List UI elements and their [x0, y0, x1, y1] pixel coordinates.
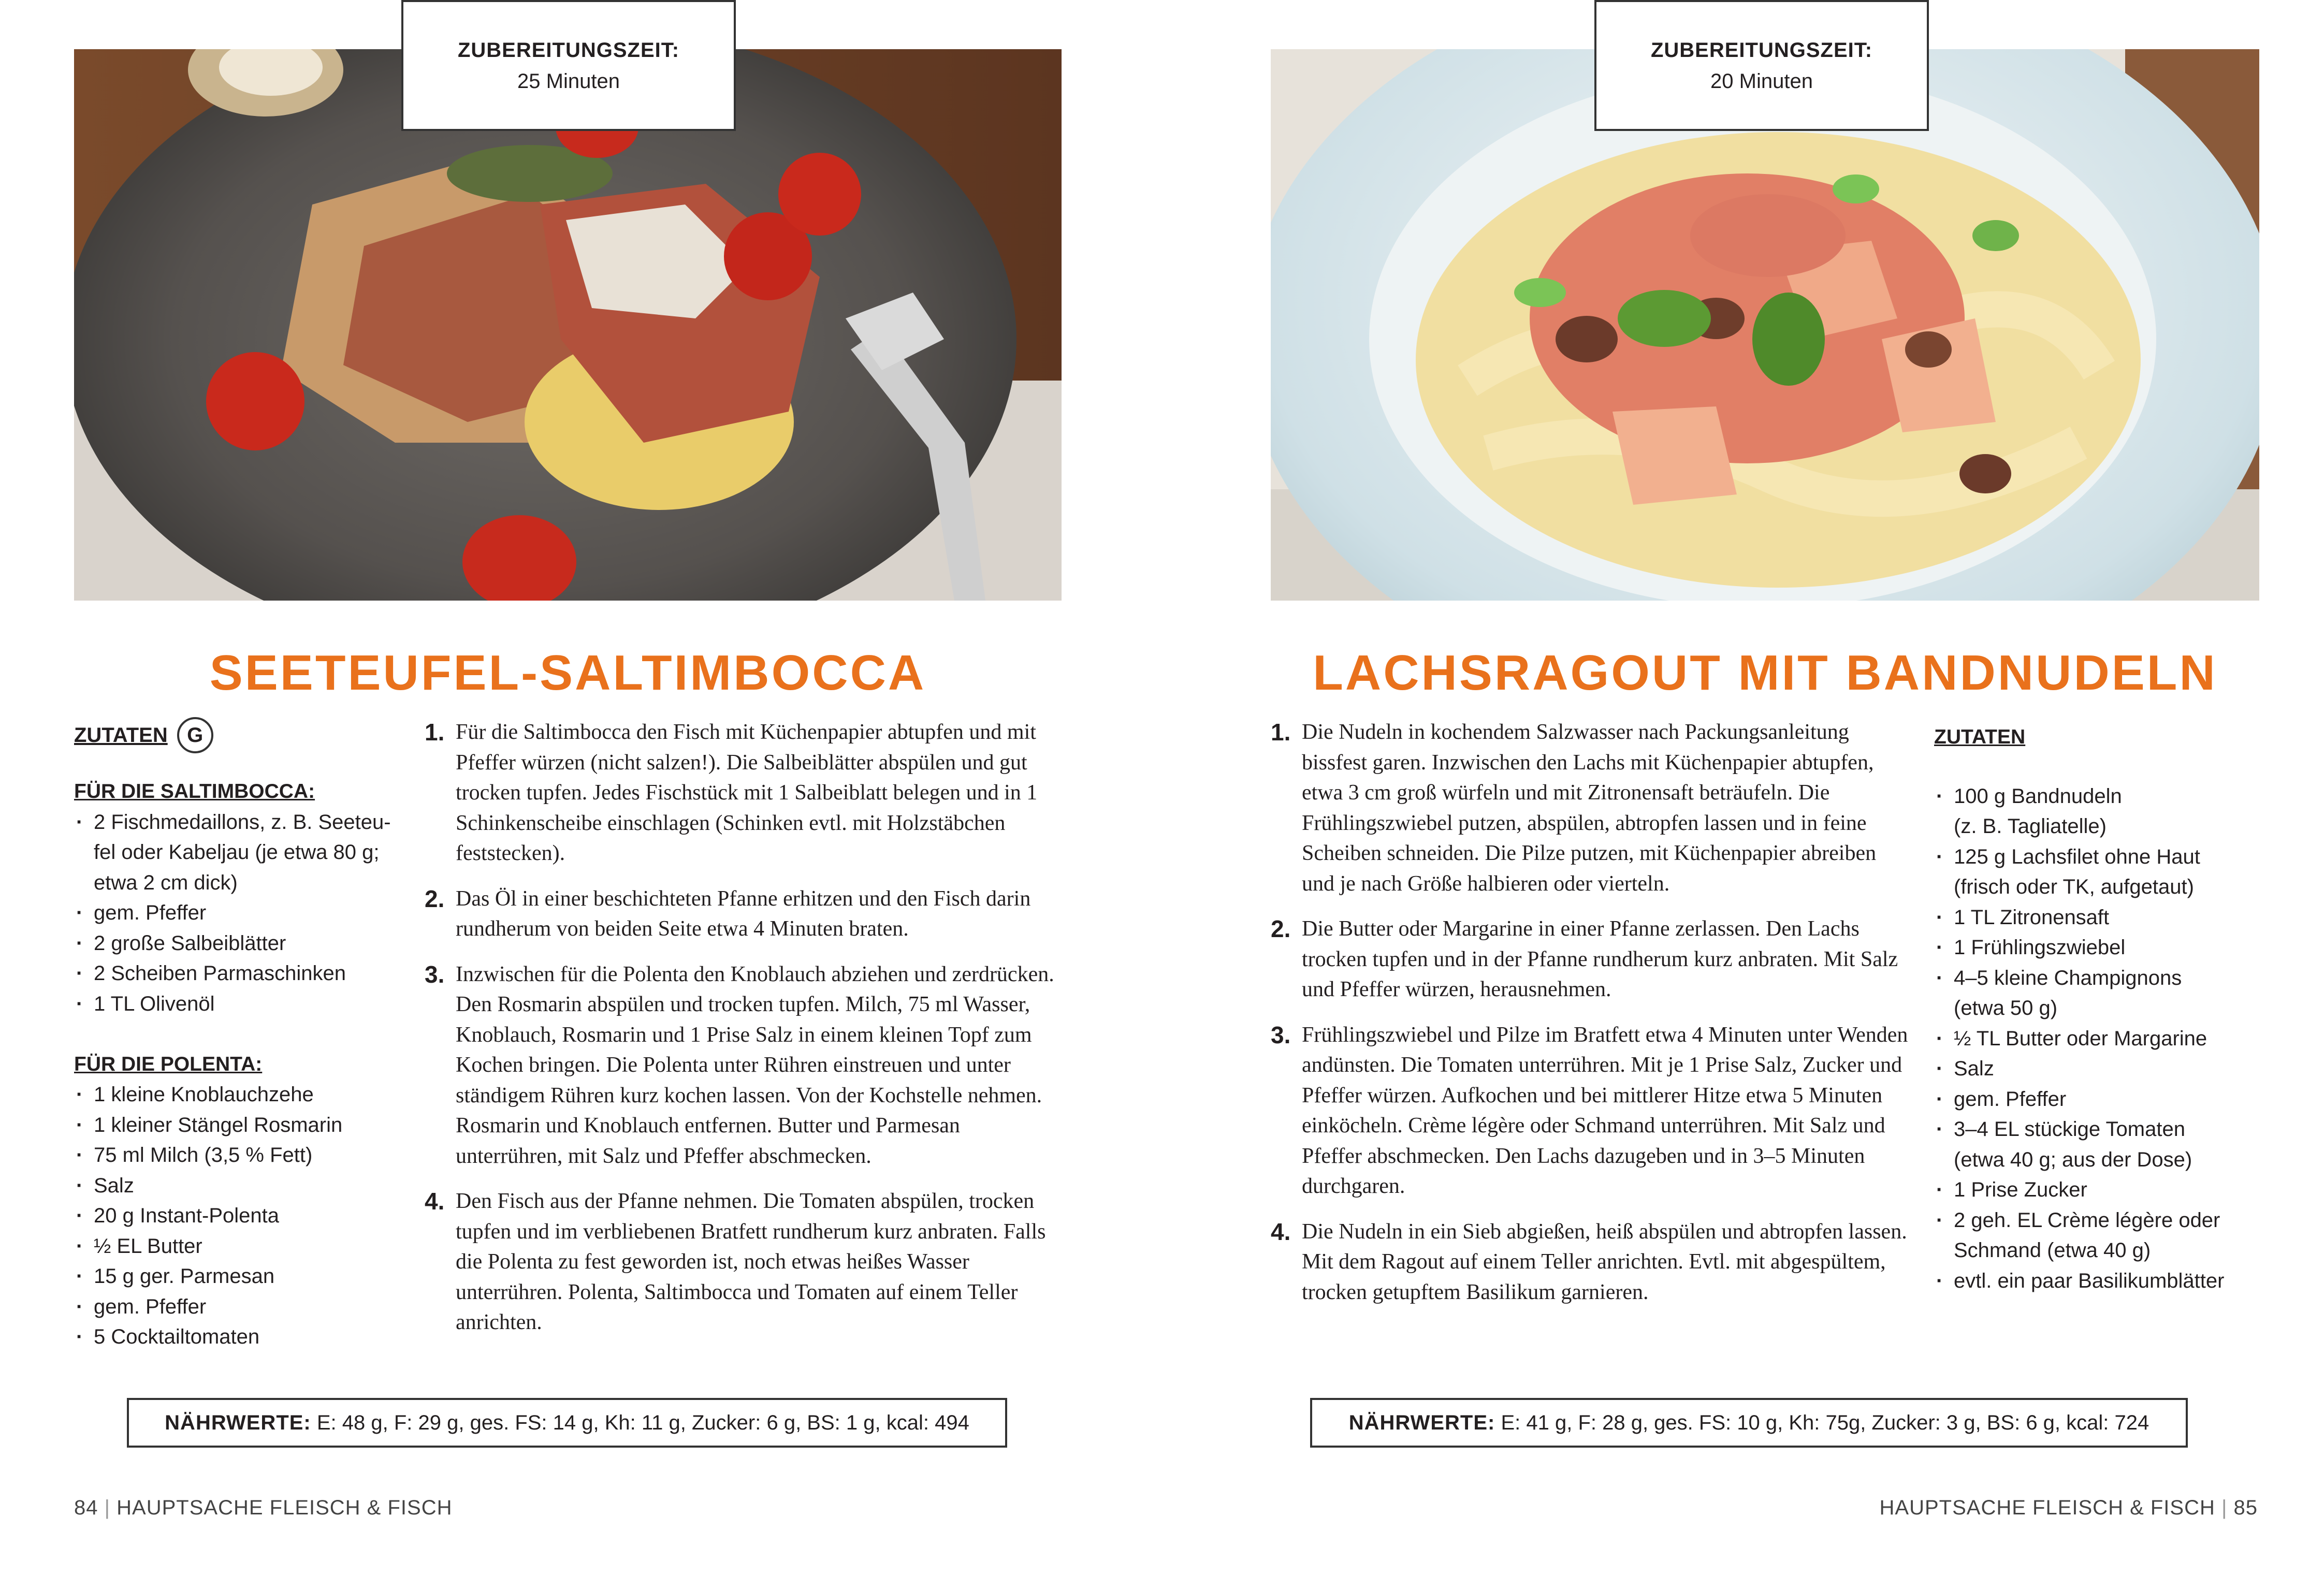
list-item: · 1 Prise Zucker — [1934, 1175, 2265, 1205]
step-number: 4. — [1271, 1218, 1291, 1245]
step-item — [1271, 1217, 1913, 1308]
list-item: · 5 Cocktailtomaten — [74, 1322, 426, 1352]
list-item: · 75 ml Milch (3,5 % Fett) — [74, 1140, 426, 1171]
list-item: · 2 Fischmedaillons, z. B. Seeteu- — [74, 807, 426, 838]
list-item: · 2 geh. EL Crème légère oder — [1934, 1205, 2265, 1236]
left-prep-time-box — [401, 0, 736, 131]
list-item: · 1 Frühlingszwiebel — [1934, 932, 2265, 963]
ingredients-heading: ZUTATEN — [1934, 726, 2026, 748]
list-item: · gem. Pfeffer — [74, 898, 426, 928]
section-name: HAUPTSACHE FLEISCH & FISCH — [1879, 1496, 2215, 1519]
right-recipe-photo — [1271, 49, 2259, 601]
left-recipe-photo — [74, 49, 1062, 601]
list-item: · 125 g Lachsfilet ohne Haut — [1934, 842, 2265, 872]
left-ingredients — [74, 717, 426, 1352]
list-item: · 20 g Instant-Polenta — [74, 1201, 426, 1231]
step-number: 2. — [425, 885, 445, 912]
step-text: Frühlingszwiebel und Pilze im Bratfett etwa 4 Minuten unter Wenden andünsten. Die Tomaten unterrühren. Mit je 1 Prise Salz, Zucker und Pfeffer würzen. Aufkochen und bei mittlerer Hitze etwa 5 Minuten einköcheln. Crème légère oder Schmand unterrühren. Mit Salz und Pfeffer abschmecken. Den Lachs dazugeben und in 3–5 Minuten durchgaren. — [1302, 1023, 1908, 1198]
footer-divider: | — [104, 1496, 111, 1519]
step-number: 2. — [1271, 915, 1291, 942]
step-item — [1271, 717, 1913, 899]
left-footer — [74, 1496, 452, 1520]
ingredients-heading: ZUTATEN — [74, 723, 168, 747]
right-recipe-title: LACHSRAGOUT MIT BANDNUDELN — [1313, 645, 2217, 701]
list-item: · gem. Pfeffer — [1934, 1084, 2265, 1115]
left-recipe-title: SEETEUFEL-SALTIMBOCCA — [209, 645, 926, 701]
list-item: · gem. Pfeffer — [74, 1292, 426, 1322]
list-item: · 2 große Salbeiblätter — [74, 928, 426, 959]
list-item: · 3–4 EL stückige Tomaten — [1934, 1114, 2265, 1145]
section-name: HAUPTSACHE FLEISCH & FISCH — [117, 1496, 453, 1519]
list-item: · 1 kleiner Stängel Rosmarin — [74, 1110, 426, 1141]
list-item: · 4–5 kleine Champignons — [1934, 963, 2265, 994]
nutrition-values: E: 41 g, F: 28 g, ges. FS: 10 g, Kh: 75g, Zucker: 3 g, BS: 6 g, kcal: 724 — [1501, 1411, 2149, 1434]
list-item-continuation: (frisch oder TK, aufgetaut) — [1954, 876, 2194, 898]
footer-divider: | — [2221, 1496, 2228, 1519]
right-prep-time-box — [1594, 0, 1929, 131]
saltimbocca-ingredient-list — [74, 807, 426, 1019]
list-item: · ½ TL Butter oder Margarine — [1934, 1024, 2265, 1054]
saltimbocca-group-heading: FÜR DIE SALTIMBOCCA: — [74, 780, 315, 803]
step-item — [425, 1186, 1062, 1338]
list-item: · 2 Scheiben Parmaschinken — [74, 958, 426, 989]
step-number: 4. — [425, 1188, 445, 1215]
right-ingredients — [1934, 722, 2265, 1296]
salmon-pasta-bowl-image — [1271, 49, 2259, 601]
step-text: Das Öl in einer beschichteten Pfanne erhitzen und den Fisch darin rundherum von beiden Seite etwa 4 Minuten braten. — [456, 886, 1031, 941]
g-badge-icon: G — [177, 717, 213, 753]
right-footer — [1880, 1496, 2258, 1520]
polenta-ingredient-list — [74, 1080, 426, 1352]
saltimbocca-plate-image — [74, 49, 1062, 601]
step-number: 1. — [1271, 719, 1291, 746]
step-item — [425, 959, 1062, 1172]
right-ingredient-list — [1934, 781, 2265, 1296]
list-item: · 15 g ger. Parmesan — [74, 1261, 426, 1292]
list-item: · 100 g Bandnudeln — [1934, 781, 2265, 812]
right-nutrition-box — [1310, 1398, 2188, 1448]
prep-time-value: 25 Minuten — [517, 69, 620, 93]
nutrition-label: NÄHRWERTE: — [1348, 1411, 1495, 1434]
step-text: Die Butter oder Margarine in einer Pfanne zerlassen. Den Lachs trocken tupfen und in der Pfanne rundherum kurz anbraten. Mit Salz und Pfeffer würzen, herausnehmen. — [1302, 917, 1898, 1001]
nutrition-label: NÄHRWERTE: — [165, 1411, 311, 1434]
list-item: · 1 TL Olivenöl — [74, 989, 426, 1019]
list-item: · evtl. ein paar Basilikumblätter — [1934, 1266, 2265, 1296]
page-number: 84 — [74, 1496, 98, 1519]
step-text: Den Fisch aus der Pfanne nehmen. Die Tomaten abspülen, trocken tupfen und im verbliebenen Bratfett rundherum kurz anbraten. Falls die Polenta zu fest geworden ist, noch etwas heißes Wasser unterrühren. Polenta, Saltimbocca und Tomaten auf einem Teller anrichten. — [456, 1189, 1046, 1334]
prep-time-value: 20 Minuten — [1710, 69, 1813, 93]
step-number: 3. — [1271, 1021, 1291, 1048]
polenta-group-heading: FÜR DIE POLENTA: — [74, 1053, 263, 1075]
list-item-continuation: (z. B. Tagliatelle) — [1954, 815, 2107, 838]
step-number: 3. — [425, 960, 445, 988]
right-steps — [1271, 717, 1913, 1322]
list-item: · Salz — [1934, 1054, 2265, 1084]
step-text: Die Nudeln in ein Sieb abgießen, heiß abspülen und abtropfen lassen. Mit dem Ragout auf einem Teller anrichten. Evtl. mit abgespültem, trocken getupftem Basilikum garnieren. — [1302, 1219, 1907, 1304]
prep-time-label: ZUBEREITUNGSZEIT: — [457, 38, 680, 62]
list-item-continuation: Schmand (etwa 40 g) — [1954, 1239, 2151, 1262]
list-item: · 1 TL Zitronensaft — [1934, 902, 2265, 933]
list-item-continuation: fel oder Kabeljau (je etwa 80 g; — [94, 841, 380, 864]
page-number: 85 — [2233, 1496, 2258, 1519]
list-item-continuation: etwa 2 cm dick) — [94, 871, 238, 894]
step-text: Für die Saltimbocca den Fisch mit Küchenpapier abtupfen und mit Pfeffer würzen (nicht salzen!). Die Salbeiblätter abspülen und gut trocken tupfen. Jedes Fischstück mit 1 Salbeiblatt belegen und in 1 Schinkenscheibe einschlagen (Schinken evtl. mit Holzstäbchen feststecken). — [456, 720, 1038, 865]
step-item — [425, 884, 1062, 944]
nutrition-values: E: 48 g, F: 29 g, ges. FS: 14 g, Kh: 11 g, Zucker: 6 g, BS: 1 g, kcal: 494 — [316, 1411, 969, 1434]
list-item-continuation: (etwa 40 g; aus der Dose) — [1954, 1148, 2192, 1171]
step-item — [1271, 1020, 1913, 1202]
list-item: · ½ EL Butter — [74, 1231, 426, 1262]
list-item-continuation: (etwa 50 g) — [1954, 997, 2058, 1019]
step-text: Inzwischen für die Polenta den Knoblauch abziehen und zerdrücken. Den Rosmarin abspülen und trocken tupfen. Milch, 75 ml Wasser, Knoblauch, Rosmarin und 1 Prise Salz in einem kleinen Topf zum Kochen bringen. Die Polenta unter Rühren einstreuen und unter ständigem Rühren kurz kochen lassen. Von der Kochstelle nehmen. Rosmarin und Knoblauch entfernen. Butter und Parmesan unterrühren, mit Salz und Pfeffer abschmecken. — [456, 962, 1054, 1168]
step-number: 1. — [425, 719, 445, 746]
list-item: · Salz — [74, 1171, 426, 1201]
step-item — [425, 717, 1062, 869]
step-text: Die Nudeln in kochendem Salzwasser nach Packungsanleitung bissfest garen. Inzwischen den Lachs mit Küchenpapier abtupfen, etwa 3 cm groß würfeln und mit Zitronensaft beträufeln. Die Frühlingszwiebel putzen, abspülen, abtropfen lassen und in feine Scheiben schneiden. Die Pilze putzen, mit Küchenpapier abreiben und je nach Größe halbieren oder vierteln. — [1302, 720, 1877, 896]
left-steps — [425, 717, 1062, 1353]
list-item: · 1 kleine Knoblauchzehe — [74, 1080, 426, 1110]
step-item — [1271, 914, 1913, 1005]
prep-time-label: ZUBEREITUNGSZEIT: — [1650, 38, 1873, 62]
left-nutrition-box — [127, 1398, 1007, 1448]
